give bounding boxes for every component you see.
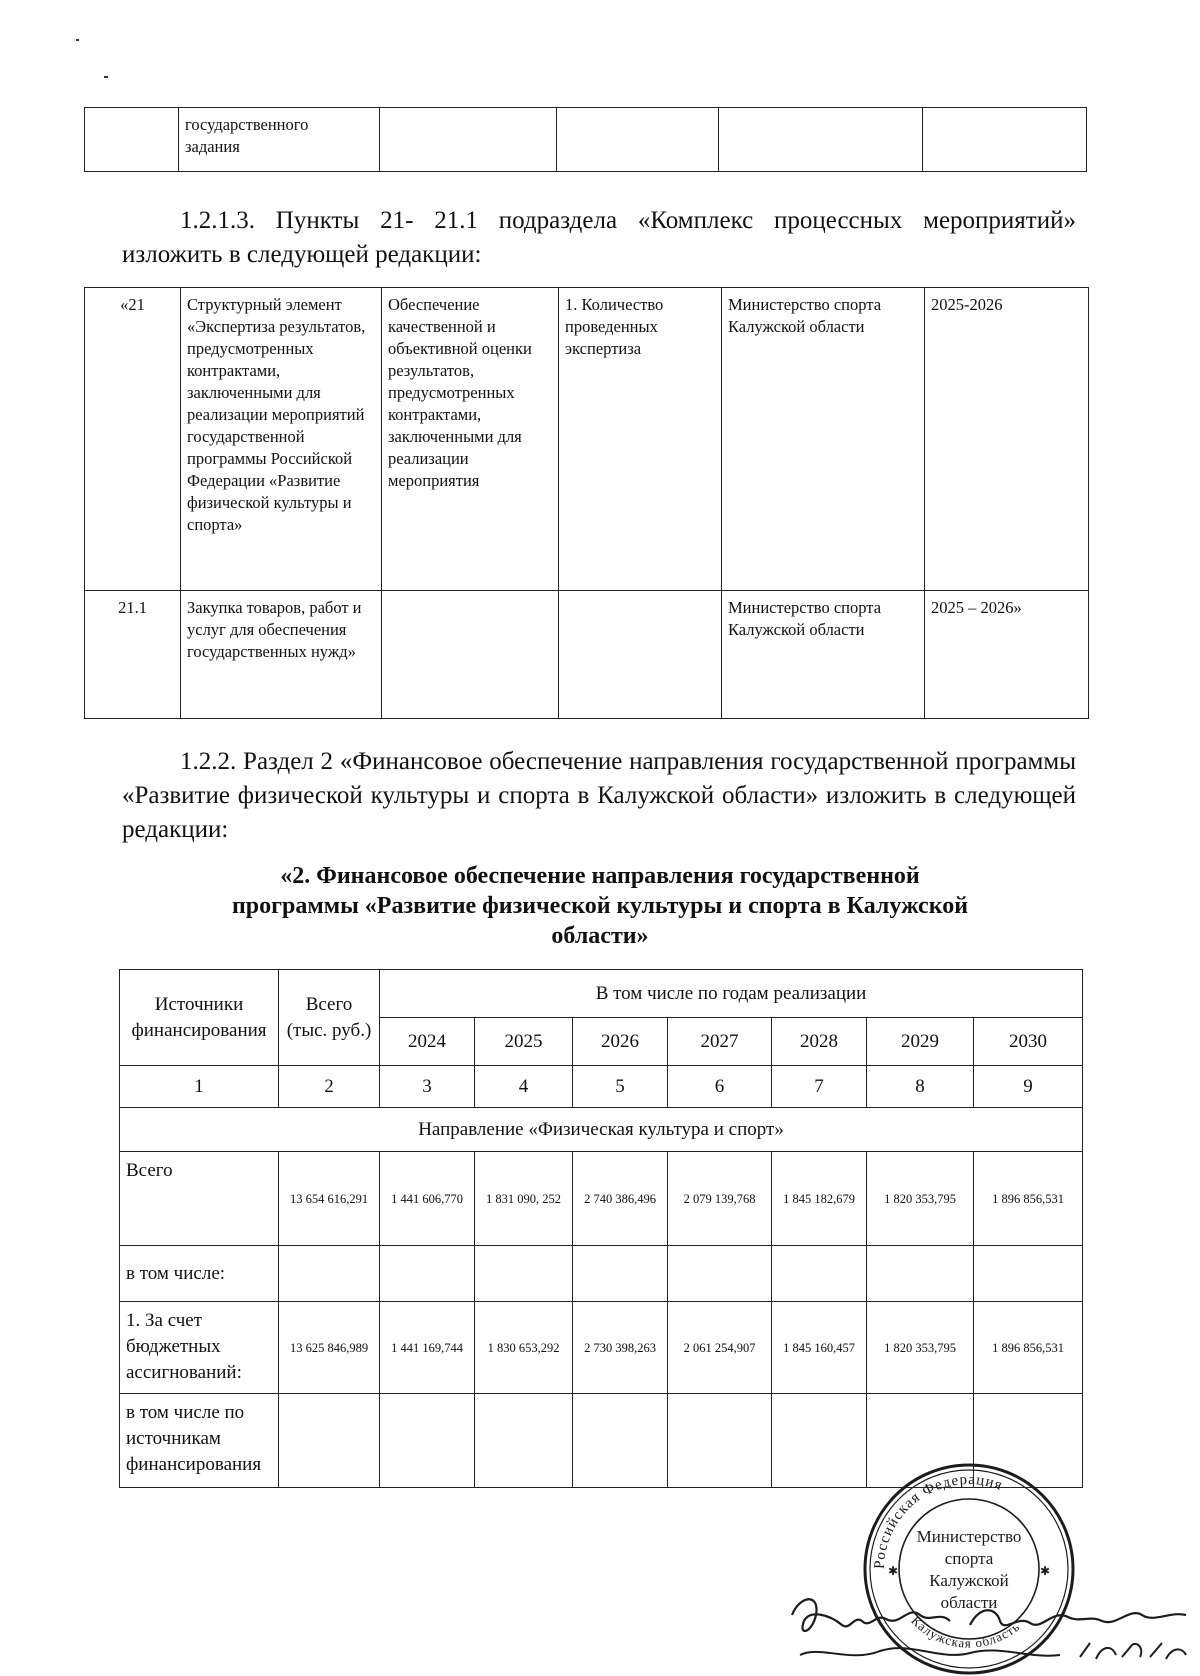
section-title: Направление «Физическая культура и спорт» <box>120 1108 1083 1152</box>
year-header: 2029 <box>867 1018 974 1066</box>
value-cell: 1 845 160,457 <box>772 1302 867 1394</box>
table-cell <box>557 108 719 172</box>
table-row <box>120 1246 1083 1302</box>
stamp-center-line: Калужской <box>929 1571 1009 1590</box>
measure-indicator <box>559 591 722 719</box>
column-number-row <box>120 1066 1083 1108</box>
stamp-ring-top: Российская Федерация <box>871 1471 1005 1570</box>
value-cell: 13 625 846,989 <box>279 1302 380 1394</box>
value-cell <box>380 1394 475 1488</box>
value-cell <box>573 1394 668 1488</box>
column-number: 1 <box>120 1066 279 1108</box>
column-number: 6 <box>668 1066 772 1108</box>
value-cell: 1 820 353,795 <box>867 1302 974 1394</box>
value-cell: 1 896 856,531 <box>974 1152 1083 1246</box>
value-cell <box>380 1246 475 1302</box>
table-row <box>85 288 1089 591</box>
row-label: Всего <box>120 1152 279 1246</box>
paragraph-2-text: 1.2.2. Раздел 2 «Финансовое обеспечение направления государственной программы «Развитие физической культуры и спорта в Калужской области» изложить в следующей редакции: <box>122 748 1076 843</box>
value-cell <box>668 1246 772 1302</box>
stamp-center-line: области <box>940 1593 998 1612</box>
value-cell <box>867 1246 974 1302</box>
header-total: Всего (тыс. руб.) <box>279 970 380 1066</box>
column-number: 2 <box>279 1066 380 1108</box>
table-row <box>120 1302 1083 1394</box>
measure-name: Структурный элемент «Экспертиза результатов, предусмотренных контрактами, заключенными для реализации мероприятий государственной программы Российской Федерации «Развитие физической культуры и спорта» <box>181 288 382 591</box>
value-cell <box>668 1394 772 1488</box>
value-cell: 1 830 653,292 <box>475 1302 573 1394</box>
responsible: Министерство спорта Калужской области <box>722 288 925 591</box>
column-number: 8 <box>867 1066 974 1108</box>
value-cell <box>279 1246 380 1302</box>
row-number: 21.1 <box>85 591 181 719</box>
table-cell <box>923 108 1087 172</box>
section-heading: «2. Финансовое обеспечение направления государственной программы «Развитие физической культуры и спорта в Калужской области» <box>231 863 969 949</box>
table-cell <box>85 108 179 172</box>
table-header-row <box>120 970 1083 1018</box>
paragraph-1 <box>122 204 1076 272</box>
year-header: 2025 <box>475 1018 573 1066</box>
row-label: 1. За счет бюджетных ассигнований: <box>120 1302 279 1394</box>
handwritten-signature <box>790 1585 1190 1675</box>
column-number: 7 <box>772 1066 867 1108</box>
table-cell <box>380 108 557 172</box>
value-cell <box>475 1246 573 1302</box>
value-cell <box>974 1246 1083 1302</box>
stamp-star: ✱ <box>1040 1564 1051 1578</box>
value-cell: 2 730 398,263 <box>573 1302 668 1394</box>
column-number: 5 <box>573 1066 668 1108</box>
value-cell: 1 820 353,795 <box>867 1152 974 1246</box>
column-number: 4 <box>475 1066 573 1108</box>
column-number: 3 <box>380 1066 475 1108</box>
value-cell: 1 441 169,744 <box>380 1302 475 1394</box>
value-cell <box>573 1246 668 1302</box>
row-number: «21 <box>85 288 181 591</box>
measure-task <box>382 591 559 719</box>
measure-task: Обеспечение качественной и объективной оценки результатов, предусмотренных контрактами, заключенными для реализации мероприятия <box>382 288 559 591</box>
stamp-ring-bottom: Калужская область <box>908 1612 1023 1651</box>
table-row <box>85 591 1089 719</box>
value-cell <box>772 1394 867 1488</box>
measure-indicator: 1. Количество проведенных экспертиза <box>559 288 722 591</box>
top-table-fragment <box>84 107 1087 172</box>
year-header: 2024 <box>380 1018 475 1066</box>
value-cell: 2 061 254,907 <box>668 1302 772 1394</box>
responsible: Министерство спорта Калужской области <box>722 591 925 719</box>
year-header: 2028 <box>772 1018 867 1066</box>
column-number: 9 <box>974 1066 1083 1108</box>
value-cell: 1 441 606,770 <box>380 1152 475 1246</box>
value-cell <box>772 1246 867 1302</box>
value-cell: 1 845 182,679 <box>772 1152 867 1246</box>
value-cell <box>279 1394 380 1488</box>
header-source: Источники финансирования <box>120 970 279 1066</box>
stamp-center-line: Министерство <box>916 1527 1022 1546</box>
value-cell: 2 079 139,768 <box>668 1152 772 1246</box>
row-label: в том числе: <box>120 1246 279 1302</box>
table-cell <box>719 108 923 172</box>
stamp-star: ✱ <box>888 1564 899 1578</box>
stamp-center-line: спорта <box>944 1549 994 1568</box>
section-row <box>120 1108 1083 1152</box>
value-cell: 2 740 386,496 <box>573 1152 668 1246</box>
period: 2025 – 2026» <box>925 591 1089 719</box>
table-cell: государственного задания <box>179 108 380 172</box>
paragraph-1-text: 1.2.1.3. Пункты 21- 21.1 подраздела «Комплекс процессных мероприятий» изложить в следующей редакции: <box>122 207 1076 268</box>
year-header: 2027 <box>668 1018 772 1066</box>
value-cell: 1 831 090, 252 <box>475 1152 573 1246</box>
value-cell: 1 896 856,531 <box>974 1302 1083 1394</box>
scan-mark <box>104 76 108 78</box>
financing-table <box>119 969 1083 1488</box>
header-years: В том числе по годам реализации <box>380 970 1083 1018</box>
measure-name: Закупка товаров, работ и услуг для обеспечения государственных нужд» <box>181 591 382 719</box>
row-label: в том числе по источникам финансирования <box>120 1394 279 1488</box>
table-row <box>85 108 1087 172</box>
paragraph-2 <box>122 745 1076 847</box>
table-row <box>120 1152 1083 1246</box>
value-cell <box>475 1394 573 1488</box>
value-cell: 13 654 616,291 <box>279 1152 380 1246</box>
year-header: 2026 <box>573 1018 668 1066</box>
period: 2025-2026 <box>925 288 1089 591</box>
year-header: 2030 <box>974 1018 1083 1066</box>
process-measures-table <box>84 287 1089 719</box>
scan-mark <box>76 39 79 41</box>
